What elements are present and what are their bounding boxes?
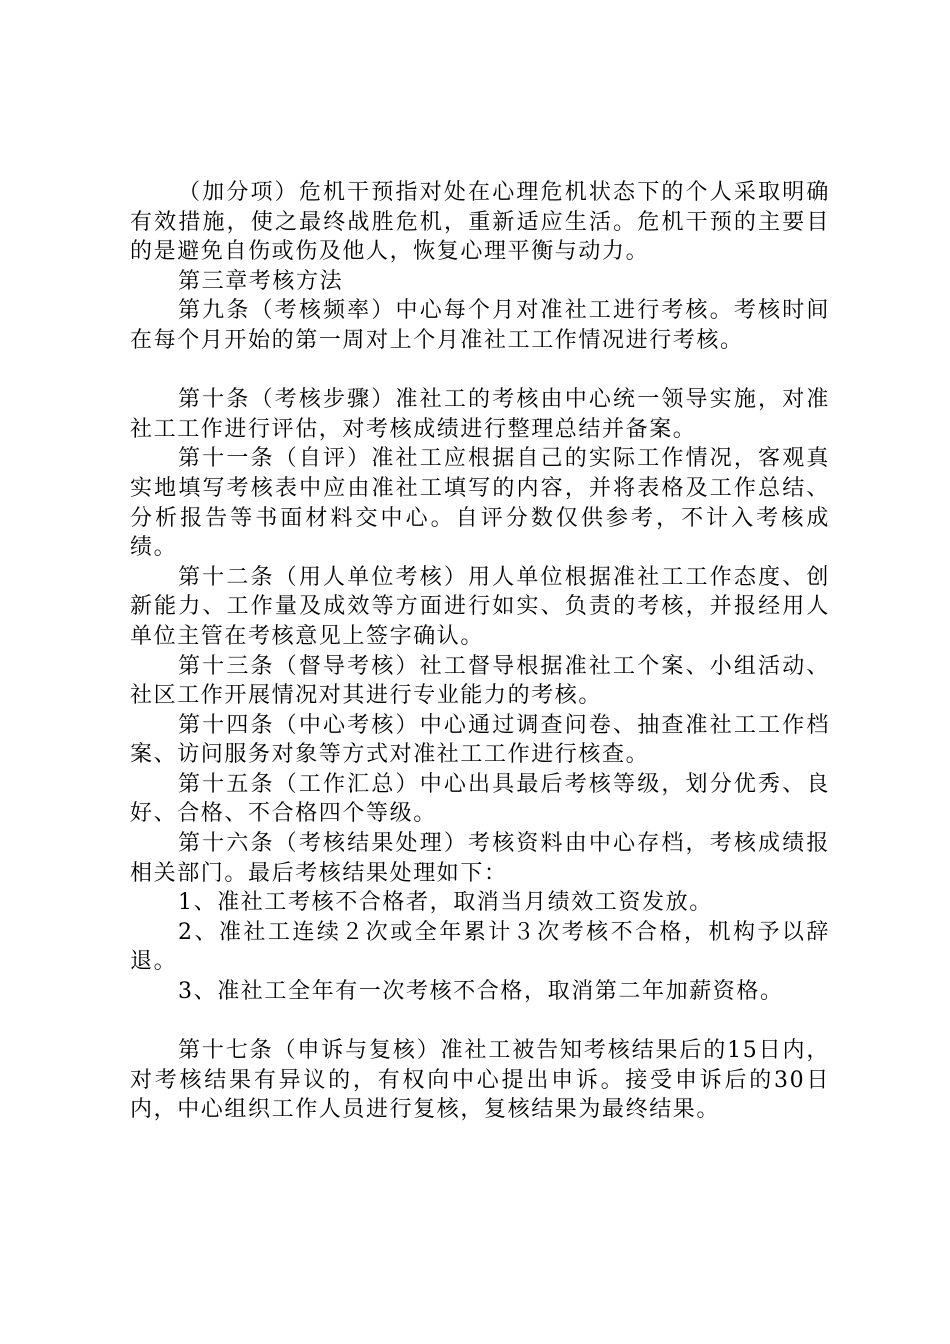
paragraph-crisis-intervention: （加分项）危机干预指对处在心理危机状态下的个人采取明确有效措施，使之最终战胜危机，重新适应生活。危机干预的主要目的是避免自伤或伤及他人，恢复心理平衡与动力。 bbox=[130, 180, 830, 265]
article-12: 第十二条（用人单位考核）用人单位根据准社工工作态度、创新能力、工作量及成效等方面进行如实、负责的考核，并报经用人单位主管在考核意见上签字确认。 bbox=[130, 564, 830, 649]
document-page bbox=[130, 178, 830, 1125]
list-item-2: 2、准社工连续２次或全年累计３次考核不合格，机构予以辞退。 bbox=[130, 919, 830, 975]
article-15: 第十五条（工作汇总）中心出具最后考核等级，划分优秀、良好、合格、不合格四个等级。 bbox=[130, 771, 830, 827]
list-item-3: 3、准社工全年有一次考核不合格，取消第二年加薪资格。 bbox=[178, 979, 784, 1005]
chapter-heading: 第三章考核方法 bbox=[178, 268, 344, 294]
blank-line bbox=[130, 356, 830, 386]
article-16: 第十六条（考核结果处理）考核资料由中心存档，考核成绩报相关部门。最后考核结果处理如下： bbox=[130, 831, 830, 886]
article-9: 第九条（考核频率）中心每个月对准社工进行考核。考核时间在每个月开始的第一周对上个月准社工工作情况进行考核。 bbox=[130, 298, 830, 353]
blank-line bbox=[130, 1007, 830, 1037]
article-11: 第十一条（自评）准社工应根据自己的实际工作情况，客观真实地填写考核表中应由准社工填写的内容，并将表格及工作总结、分析报告等书面材料交中心。自评分数仅供参考，不计入考核成绩。 bbox=[130, 446, 830, 561]
article-10: 第十条（考核步骤）准社工的考核由中心统一领导实施，对准社工工作进行评估，对考核成绩进行整理总结并备案。 bbox=[130, 387, 830, 442]
article-14: 第十四条（中心考核）中心通过调查问卷、抽查准社工工作档案、访问服务对象等方式对准社工工作进行核查。 bbox=[130, 712, 830, 768]
article-17: 第十七条（申诉与复核）准社工被告知考核结果后的15日内，对考核结果有异议的，有权向中心提出申诉。接受申诉后的30日内，中心组织工作人员进行复核，复核结果为最终结果。 bbox=[130, 1038, 830, 1123]
article-13: 第十三条（督导考核）社工督导根据准社工个案、小组活动、社区工作开展情况对其进行专业能力的考核。 bbox=[130, 653, 830, 709]
list-item-1: 1、准社工考核不合格者，取消当月绩效工资发放。 bbox=[178, 890, 713, 916]
